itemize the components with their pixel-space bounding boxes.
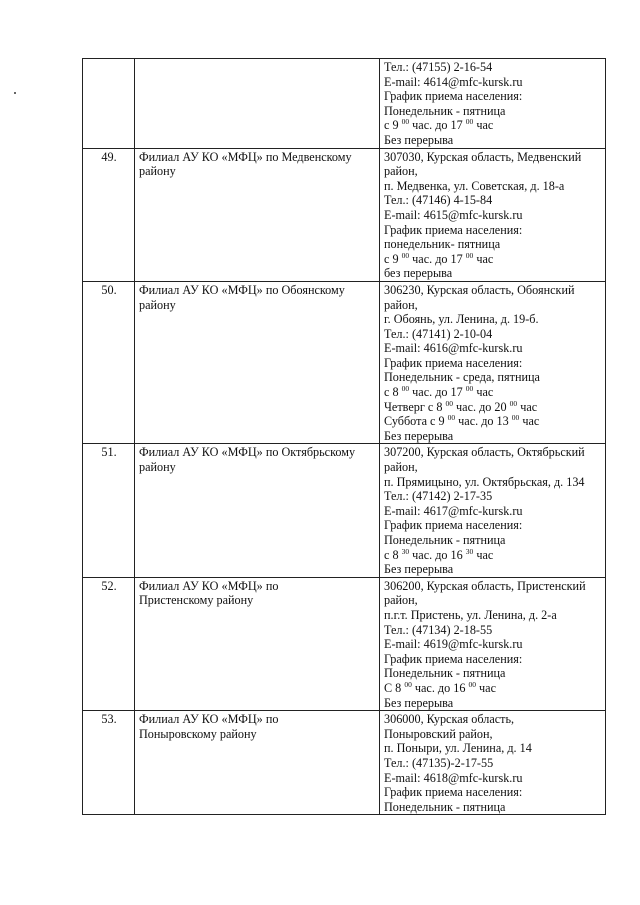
address-text: Тел.: (47141) 2-10-04 [384, 326, 493, 341]
address-text: г. Обоянь, ул. Ленина, д. 19-б. [384, 312, 539, 327]
address-line [384, 400, 602, 415]
address-text: понедельник- пятница [384, 237, 501, 252]
address-text: с 8 [384, 385, 402, 400]
address-text: Тел.: (47142) 2-17-35 [384, 489, 493, 504]
address-text: Понедельник - пятница [384, 799, 506, 814]
address-text: Поныровский район, [384, 726, 493, 741]
address-line [384, 341, 602, 356]
address-line [384, 475, 602, 490]
address-text: График приема населения: [384, 518, 523, 533]
branch-name-cell [135, 711, 380, 815]
row-number-cell: 52. [83, 577, 135, 710]
address-contact-cell [380, 148, 606, 281]
address-text: 307030, Курская область, Медвенский [384, 149, 582, 164]
time-minutes-superscript: 00 [445, 398, 453, 408]
address-text: График приема населения: [384, 785, 523, 800]
address-line [384, 208, 602, 223]
address-line [384, 414, 602, 429]
address-text: без перерыва [384, 266, 453, 281]
address-line [384, 89, 602, 104]
branch-name-cell [135, 148, 380, 281]
time-minutes-superscript: 30 [465, 546, 474, 556]
branch-table-body [83, 59, 606, 815]
address-text: район, [384, 164, 418, 179]
address-line [384, 652, 602, 667]
row-number-cell: 50. [83, 281, 135, 444]
address-line [384, 429, 602, 444]
address-contact-cell [380, 281, 606, 444]
branch-name-cell [135, 59, 380, 149]
address-text: Тел.: (47134) 2-18-55 [384, 622, 493, 637]
address-line [384, 623, 602, 638]
address-line [384, 579, 602, 594]
address-contact-cell [380, 444, 606, 577]
row-number-cell: 53. [83, 711, 135, 815]
address-line [384, 593, 602, 608]
table-row [83, 711, 606, 815]
address-line [384, 150, 602, 165]
address-line [384, 727, 602, 742]
address-text: С 8 [384, 680, 405, 695]
branch-name: Филиал АУ КО «МФЦ» по Пристенскому району [139, 578, 279, 608]
address-line [384, 504, 602, 519]
address-line [384, 193, 602, 208]
row-number-cell: 49. [83, 148, 135, 281]
address-contact-cell [380, 711, 606, 815]
address-line [384, 533, 602, 548]
address-text: Суббота с 9 [384, 414, 448, 429]
time-minutes-superscript: 00 [401, 117, 410, 127]
address-text: час. до 16 [409, 547, 466, 562]
address-line [384, 518, 602, 533]
address-line [384, 179, 602, 194]
address-line [384, 237, 602, 252]
time-minutes-superscript: 00 [511, 413, 520, 423]
address-text: Без перерыва [384, 428, 454, 443]
address-text: час [473, 385, 494, 400]
address-line [384, 252, 602, 267]
address-text: час. до 17 [409, 118, 466, 133]
address-text: Понедельник - пятница [384, 533, 506, 547]
time-minutes-superscript: 00 [401, 384, 410, 394]
time-minutes-superscript: 00 [465, 384, 474, 394]
address-text: п. Медвенка, ул. Советская, д. 18-а [384, 178, 565, 193]
address-text: E-mail: 4615@mfc-kursk.ru [384, 207, 523, 222]
address-line [384, 164, 602, 179]
table-row [83, 281, 606, 444]
address-line [384, 681, 602, 696]
branch-name: Филиал АУ КО «МФЦ» по Поныровскому району [139, 712, 279, 741]
address-text: E-mail: 4618@mfc-kursk.ru [384, 770, 523, 785]
address-line [384, 712, 602, 727]
branch-name: Филиал АУ КО «МФЦ» по Октябрьскому району [139, 445, 356, 475]
address-line [384, 637, 602, 652]
address-text: Без перерыва [384, 695, 454, 710]
address-line [384, 104, 602, 119]
address-line [384, 445, 602, 460]
address-text: Без перерыва [384, 132, 454, 147]
address-line [384, 312, 602, 327]
branch-name-cell [135, 577, 380, 710]
address-text: График приема населения: [384, 355, 523, 370]
address-text: час. до 17 [409, 385, 466, 400]
address-line [384, 356, 602, 371]
time-minutes-superscript: 00 [401, 250, 410, 260]
time-minutes-superscript: 30 [401, 546, 410, 556]
branch-name: Филиал АУ КО «МФЦ» по Медвенскому району [139, 149, 352, 179]
address-line [384, 800, 602, 815]
address-text: 306200, Курская область, Пристенский [384, 578, 586, 593]
scan-speck [14, 92, 16, 94]
address-line [384, 562, 602, 577]
address-line [384, 548, 602, 563]
address-text: с 8 [384, 547, 402, 562]
address-line [384, 327, 602, 342]
branch-table [82, 58, 606, 815]
address-text: E-mail: 4617@mfc-kursk.ru [384, 503, 523, 518]
address-text: График приема населения: [384, 89, 523, 104]
address-text: Тел.: (47135)-2-17-55 [384, 755, 494, 770]
address-text: 306000, Курская область, [384, 712, 515, 727]
address-text: Тел.: (47146) 4-15-84 [384, 193, 493, 208]
address-line [384, 756, 602, 771]
address-line [384, 771, 602, 786]
table-row [83, 59, 606, 149]
address-line [384, 370, 602, 385]
address-text: График приема населения: [384, 651, 523, 666]
address-text: с 9 [384, 251, 402, 266]
address-text: E-mail: 4616@mfc-kursk.ru [384, 341, 523, 356]
address-text: час [517, 399, 538, 414]
address-line [384, 666, 602, 681]
address-line [384, 223, 602, 238]
address-text: Четверг с 8 [384, 399, 446, 414]
address-text: п. Прямицыно, ул. Октябрьская, д. 134 [384, 474, 585, 489]
time-minutes-superscript: 00 [465, 250, 474, 260]
address-text: район, [384, 460, 418, 475]
address-contact-cell [380, 59, 606, 149]
address-text: час [519, 414, 540, 429]
address-text: п.г.т. Пристень, ул. Ленина, д. 2-а [384, 607, 557, 622]
address-text: 307200, Курская область, Октябрьский [384, 445, 585, 460]
address-text: с 9 [384, 118, 402, 133]
address-text: E-mail: 4619@mfc-kursk.ru [384, 637, 523, 652]
address-contact-cell [380, 577, 606, 710]
address-line [384, 118, 602, 133]
address-line [384, 133, 602, 148]
address-line [384, 283, 602, 298]
address-text: Без перерыва [384, 562, 454, 577]
address-line [384, 489, 602, 504]
table-row [83, 444, 606, 577]
address-line [384, 75, 602, 90]
address-text: 306230, Курская область, Обоянский [384, 282, 575, 297]
address-text: Тел.: (47155) 2-16-54 [384, 60, 493, 74]
address-line [384, 696, 602, 711]
time-minutes-superscript: 00 [465, 117, 474, 127]
row-number-cell: 51. [83, 444, 135, 577]
address-text: район, [384, 593, 418, 608]
address-line [384, 460, 602, 475]
time-minutes-superscript: 00 [447, 413, 456, 423]
address-text: час. до 20 [453, 399, 510, 414]
address-line [384, 298, 602, 313]
address-text: час. до 17 [409, 251, 466, 266]
address-text: час. до 13 [455, 414, 512, 429]
address-line [384, 741, 602, 756]
address-line [384, 266, 602, 281]
address-text: График приема населения: [384, 222, 523, 237]
address-text: час [473, 251, 494, 266]
address-text: п. Поныри, ул. Ленина, д. 14 [384, 741, 532, 756]
address-text: час. до 16 [411, 680, 469, 695]
row-number-cell [83, 59, 135, 149]
address-text: час [473, 118, 494, 133]
branch-name-cell [135, 444, 380, 577]
address-line [384, 385, 602, 400]
address-text: Понедельник - пятница [384, 103, 506, 118]
table-row [83, 148, 606, 281]
address-text: час [473, 547, 494, 562]
time-minutes-superscript: 00 [509, 398, 518, 408]
address-line [384, 60, 602, 75]
table-row [83, 577, 606, 710]
address-text: район, [384, 297, 418, 312]
address-line [384, 785, 602, 800]
time-minutes-superscript: 00 [404, 679, 412, 689]
branch-name: Филиал АУ КО «МФЦ» по Обоянскому району [139, 282, 345, 312]
address-text: Понедельник - пятница [384, 666, 506, 681]
address-text: Понедельник - среда, пятница [384, 370, 540, 385]
address-line [384, 608, 602, 623]
address-text: E-mail: 4614@mfc-kursk.ru [384, 74, 523, 89]
branch-name-cell [135, 281, 380, 444]
address-text: час [476, 680, 496, 695]
time-minutes-superscript: 00 [468, 679, 476, 689]
